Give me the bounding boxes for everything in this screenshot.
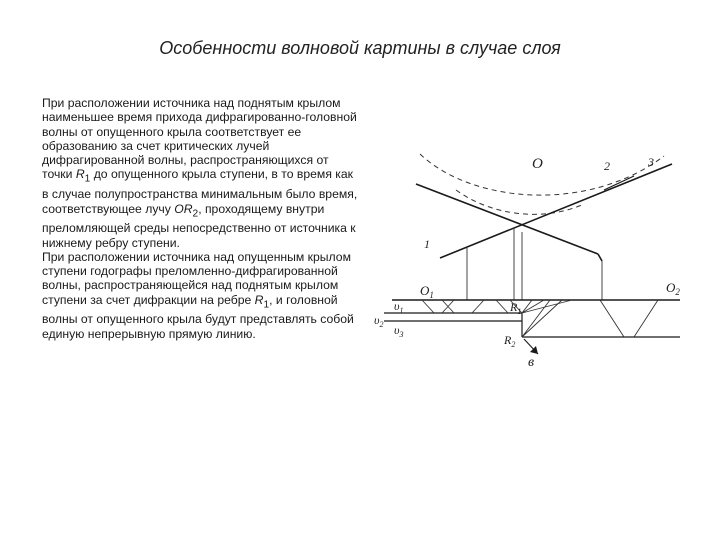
label-o2: $O_2$	[666, 280, 680, 297]
label-1: 1	[424, 237, 430, 251]
paragraph-2-text-a: При расположении источника над опущенным крылом ступени годографы преломленно-дифрагированной волны, распространяющейся над поднятым крылом ступени за счет дифракции на ребре	[42, 249, 351, 307]
label-3: 3	[648, 155, 654, 169]
paragraph-2-text-b: , и головной волны от опущенного крыла будут представлять собой единую непрерывную прямую линию.	[42, 292, 354, 341]
line-2	[416, 184, 598, 254]
label-o1: $O_1$	[420, 283, 434, 300]
symbol-or2-subscript: 2	[192, 207, 199, 219]
ray-paths-left	[422, 300, 508, 313]
symbol-r1-subscript: 1	[263, 299, 270, 311]
body-text	[42, 96, 360, 341]
paragraph-1-text-a: При расположении источника над поднятым крылом наименьшее время прихода дифрагированно-головной волны от опущенного крыла соответствует ее образованию за счет критических лучей дифрагированной волны, распространяющихся от точки	[42, 96, 357, 182]
label-v2: $\upsilon_2$	[374, 313, 384, 329]
symbol-r1: R	[254, 292, 264, 307]
paragraph-1-text-c: , проходящему внутри преломляющей среды непосредственно от источника к нижнему ребру ступени.	[42, 201, 356, 250]
line-3	[598, 254, 602, 261]
label-r1: $R_1$	[510, 300, 522, 316]
label-o: O	[532, 156, 543, 172]
label-2: 2	[604, 159, 610, 173]
symbol-r1-subscript: 1	[84, 173, 91, 185]
line-2-upper-branch	[604, 176, 634, 190]
label-v3: $\upsilon_3$	[394, 323, 404, 339]
paragraph-1-text-b: до опущенного крыла ступени, в то время как в случае полупространства минимальным было время, соответствующее лучу	[42, 167, 358, 216]
symbol-or2: OR	[174, 201, 193, 216]
label-v1: $\upsilon_1$	[394, 299, 404, 315]
ray-paths-edge	[510, 300, 572, 337]
label-b: в	[528, 355, 535, 370]
label-r2: $R_2$	[504, 333, 516, 349]
wave-diagram	[372, 140, 692, 380]
slide-title: Особенности волновой картины в случае слоя	[159, 38, 561, 58]
paragraph-2	[42, 250, 360, 341]
ray-paths-right	[600, 300, 658, 337]
paragraph-1	[42, 96, 360, 250]
symbol-r1: R	[75, 167, 85, 182]
wave-diagram-svg	[372, 140, 692, 380]
line-1	[440, 164, 672, 258]
